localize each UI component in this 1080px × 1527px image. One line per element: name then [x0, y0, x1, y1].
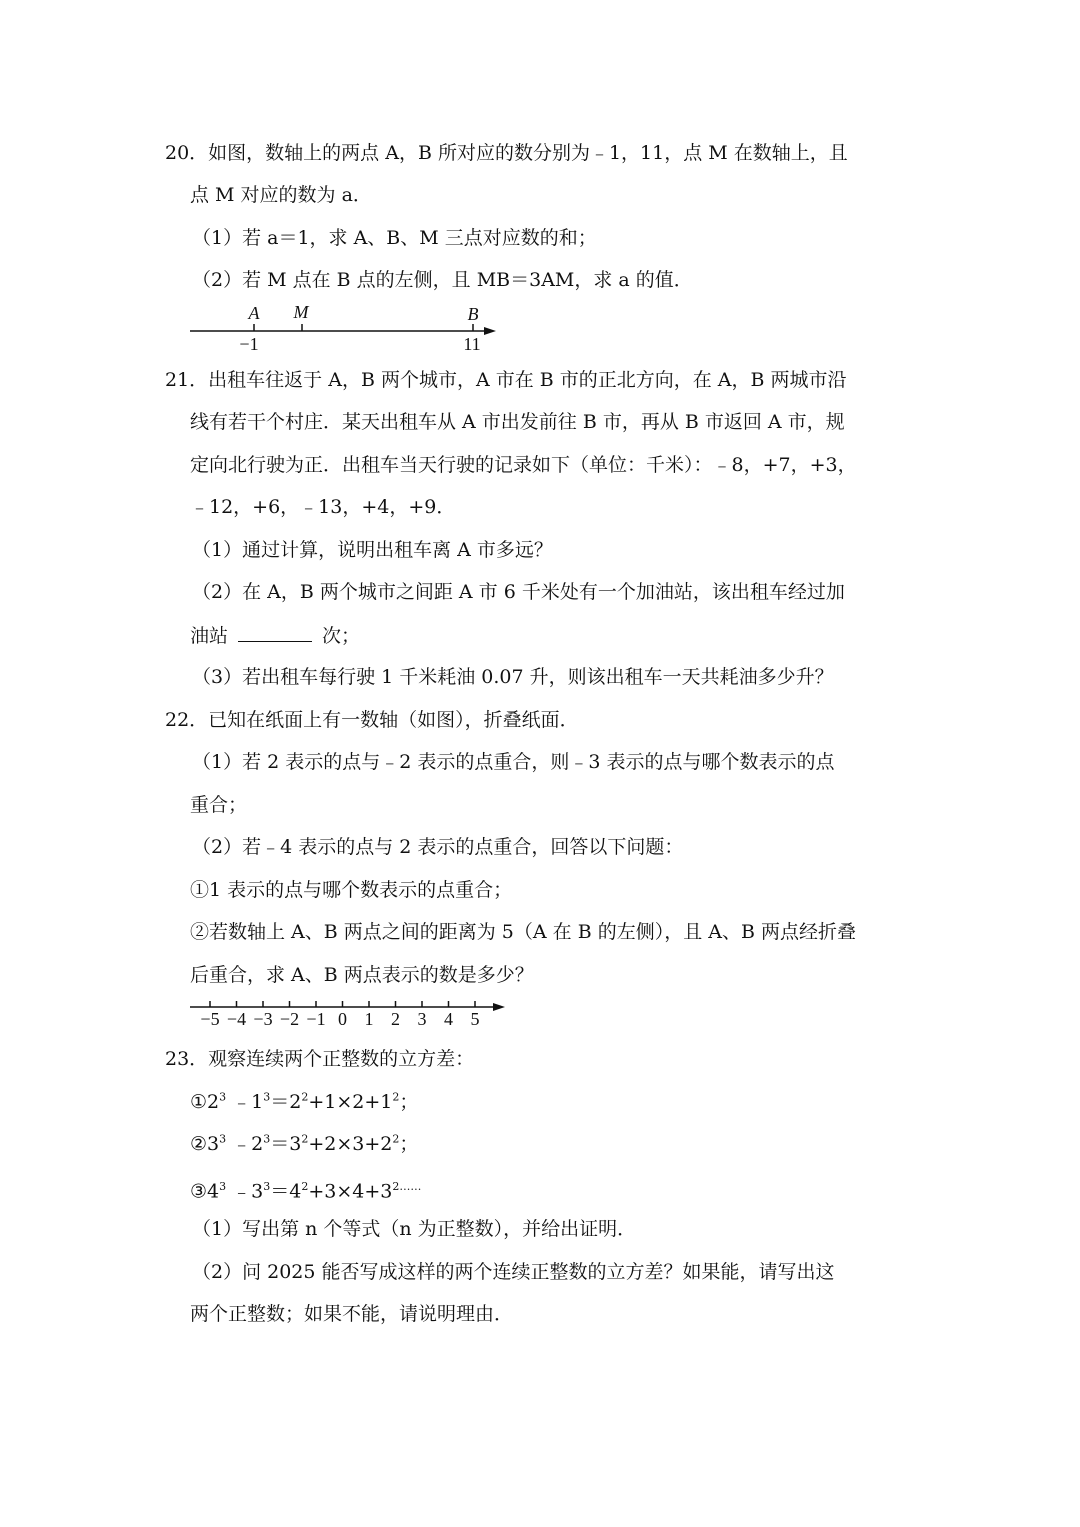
eq3-sup-d: 2: [392, 1180, 400, 1193]
eq1-a: ①2: [190, 1091, 220, 1113]
q20-sub2: （2）若 M 点在 B 点的左侧，且 MB＝3AM，求 a 的值．: [192, 269, 693, 291]
axis-tick-label: −4: [226, 1009, 247, 1029]
axis-tick-label: 2: [391, 1009, 400, 1029]
q22-sub1-line1: （1）若 2 表示的点与﹣2 表示的点重合，则﹣3 表示的点与哪个数表示的点: [192, 751, 835, 773]
q20-line1: 20．如图，数轴上的两点 A，B 所对应的数分别为﹣1，11，点 M 在数轴上，且: [165, 142, 848, 164]
eq2-a: ②3: [190, 1133, 220, 1155]
eq1-sup-a: 3: [219, 1090, 227, 1104]
axis-tick-label: −3: [253, 1009, 273, 1029]
eq2-sup-b: 3: [263, 1132, 271, 1146]
q22-line1: 22．已知在纸面上有一数轴（如图），折叠纸面．: [165, 709, 579, 731]
tick-b-label: 11: [463, 334, 481, 354]
eq1-b: ﹣1: [232, 1091, 264, 1113]
q21-sub1: （1）通过计算，说明出租车离 A 市多远？: [192, 539, 553, 561]
axis-tick-label: 1: [364, 1009, 374, 1029]
eq3-b: ﹣3: [232, 1180, 264, 1203]
eq1-c: ＝2: [270, 1091, 302, 1113]
eq2-e: ；: [399, 1133, 419, 1155]
q22-item1: ①1 表示的点与哪个数表示的点重合；: [190, 879, 513, 901]
q21-sub2-line1: （2）在 A，B 两个城市之间距 A 市 6 千米处有一个加油站，该出租车经过加: [192, 581, 845, 603]
q20-sub1: （1）若 a＝1，求 A、B、M 三点对应数的和；: [192, 227, 597, 249]
q21-sub2-text-b: 次；: [322, 625, 361, 647]
point-m-label: M: [293, 302, 309, 322]
tick-a-label: −1: [239, 334, 259, 354]
eq2-c: ＝3: [270, 1133, 302, 1155]
eq1-sup-d: 2: [392, 1090, 400, 1104]
eq1-d: +1×2+1: [308, 1091, 393, 1113]
q21-line4: ﹣12，+6，﹣13，+4，+9．: [190, 496, 456, 518]
q22-sub2: （2）若﹣4 表示的点与 2 表示的点重合，回答以下问题：: [192, 836, 684, 858]
q21-sub3: （3）若出租车每行驶 1 千米耗油 0.07 升，则该出租车一天共耗油多少升？: [192, 666, 834, 688]
eq2-b: ﹣2: [232, 1133, 264, 1155]
q21-line3: 定向北行驶为正．出租车当天行驶的记录如下（单位：千米）：﹣8，+7，+3，: [190, 454, 857, 476]
eq3-sup-c: 2: [301, 1180, 309, 1193]
axis-tick-label: 4: [444, 1009, 453, 1029]
q20-line2: 点 M 对应的数为 a．: [190, 184, 372, 206]
axis-tick-label: −5: [200, 1009, 220, 1029]
eq3-d: +3×4+3: [308, 1180, 393, 1203]
eq3-sup-a: 3: [219, 1180, 227, 1193]
q22-sub1-line2: 重合；: [190, 794, 248, 816]
eq3-e: ……: [399, 1180, 422, 1193]
eq3-a: ③4: [190, 1180, 220, 1203]
q23-sub2-line2: 两个正整数；如果不能，请说明理由．: [190, 1303, 514, 1325]
q21-line1: 21．出租车往返于 A，B 两个城市，A 市在 B 市的正北方向，在 A，B 两城市沿: [165, 369, 847, 391]
q22-item2-line2: 后重合，求 A、B 两点表示的数是多少？: [190, 964, 534, 986]
eq2-sup-d: 2: [392, 1132, 400, 1146]
q23-line1: 23．观察连续两个正整数的立方差：: [165, 1048, 475, 1070]
q23-sub2-line1: （2）问 2025 能否写成这样的两个连续正整数的立方差？如果能，请写出这: [192, 1261, 835, 1283]
eq2-sup-c: 2: [301, 1132, 309, 1146]
q21-line2: 线有若干个村庄．某天出租车从 A 市出发前往 B 市，再从 B 市返回 A 市，规: [190, 411, 845, 433]
eq3-c: ＝4: [270, 1180, 302, 1203]
q21-sub2-text-a: 油站: [190, 625, 229, 647]
q23-eq1: [190, 1090, 418, 1114]
eq2-d: +2×3+2: [308, 1133, 393, 1155]
eq3-sup-b: 3: [263, 1180, 271, 1193]
axis-tick-label: 5: [470, 1009, 480, 1029]
q23-sub1: （1）写出第 n 个等式（n 为正整数），并给出证明．: [192, 1218, 637, 1240]
point-b-label: B: [467, 304, 479, 324]
q23-eq3: [190, 1175, 421, 1203]
axis-tick-label: 0: [338, 1009, 347, 1029]
axis-tick-label: −1: [306, 1009, 326, 1029]
point-a-label: A: [248, 303, 260, 323]
eq1-sup-b: 3: [263, 1090, 271, 1104]
q23-eq2: [190, 1132, 418, 1156]
q22-item2-line1: ②若数轴上 A、B 两点之间的距离为 5（A 在 B 的左侧），且 A、B 两点经折叠: [190, 921, 856, 943]
eq1-e: ；: [399, 1091, 419, 1113]
axis-tick-label: −2: [279, 1009, 300, 1029]
eq2-sup-a: 3: [219, 1132, 227, 1146]
axis-tick-label: 3: [417, 1009, 427, 1029]
eq1-sup-c: 2: [301, 1090, 309, 1104]
